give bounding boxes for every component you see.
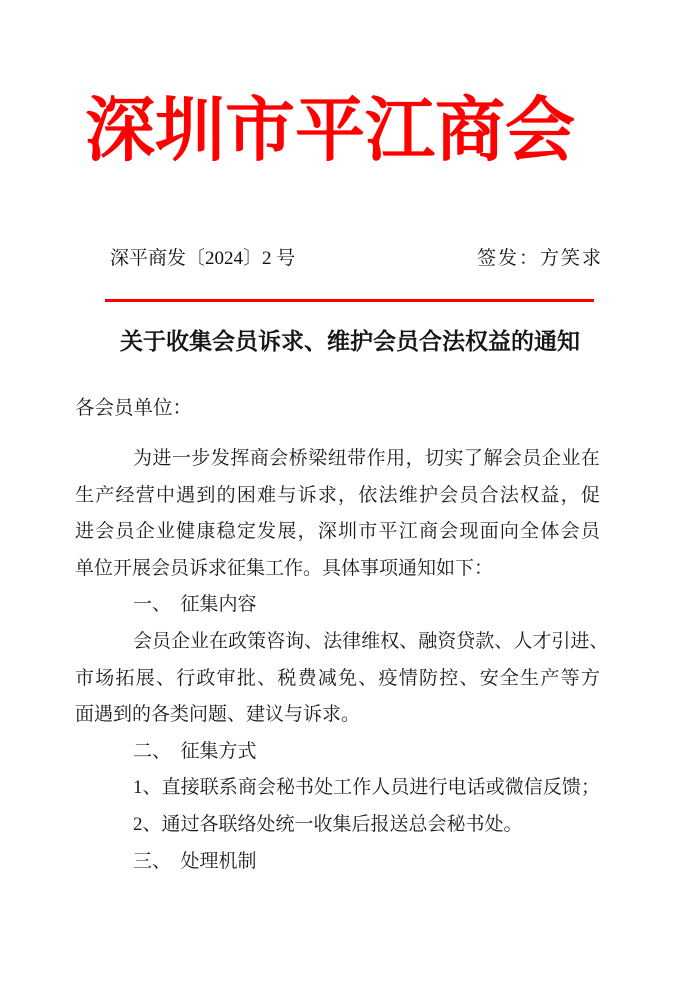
reference-row xyxy=(110,246,603,272)
list-item-2: 2、通过各联络处统一收集后报送总会秘书处。 xyxy=(133,813,523,835)
list-item-1: 1 、 直 接 联 系 商 会 秘 书 处 工 作 人 员 进 行 电 话 或 微 信 反 馈 ； xyxy=(133,777,600,799)
issuer-label: 签发：方笑求 xyxy=(476,248,603,269)
org-title: 深圳市平江商会 xyxy=(85,93,575,170)
body-line: 面遇到的各类问题、建议与诉求。 xyxy=(75,704,361,726)
section-heading-1: 一、 征集内容 xyxy=(133,594,257,616)
salutation: 各会员单位： xyxy=(75,398,193,419)
body-line: 生 产 经 营 中 遇 到 的 困 难 与 诉 求 ， 依 法 维 护 会 员 合 法 权 益 ， 促 xyxy=(75,484,600,506)
body-line: 为 进 一 步 发 挥 商 会 桥 梁 纽 带 作 用 ， 切 实 了 解 会 员 企 业 在 xyxy=(133,448,600,469)
body-line: 单位开展会员诉求征集工作。具体事项通知如下： xyxy=(75,557,494,579)
notice-title: 关于收集会员诉求、维护会员合法权益的通知 xyxy=(120,329,580,354)
section-heading-2: 二、 征集方式 xyxy=(133,740,257,762)
notice-body xyxy=(75,441,609,880)
body-line: 进 会 员 企 业 健 康 稳 定 发 展 ， 深 圳 市 平 江 商 会 现 面 向 全 体 会 员 xyxy=(75,521,600,543)
red-divider-rule xyxy=(105,299,594,302)
body-line: 市 场 拓 展 、 行 政 审 批 、 税 费 减 免 、 疫 情 防 控 、 安 全 生 产 等 方 xyxy=(75,667,600,689)
document-ref-number: 深平商发〔2024〕2 号 xyxy=(110,248,296,269)
section-heading-3: 三、 处理机制 xyxy=(133,850,257,872)
body-line: 会 员 企 业 在 政 策 咨 询 、 法 律 维 权 、 融 资 贷 款 、 人 才 引 进 、 xyxy=(133,630,609,652)
